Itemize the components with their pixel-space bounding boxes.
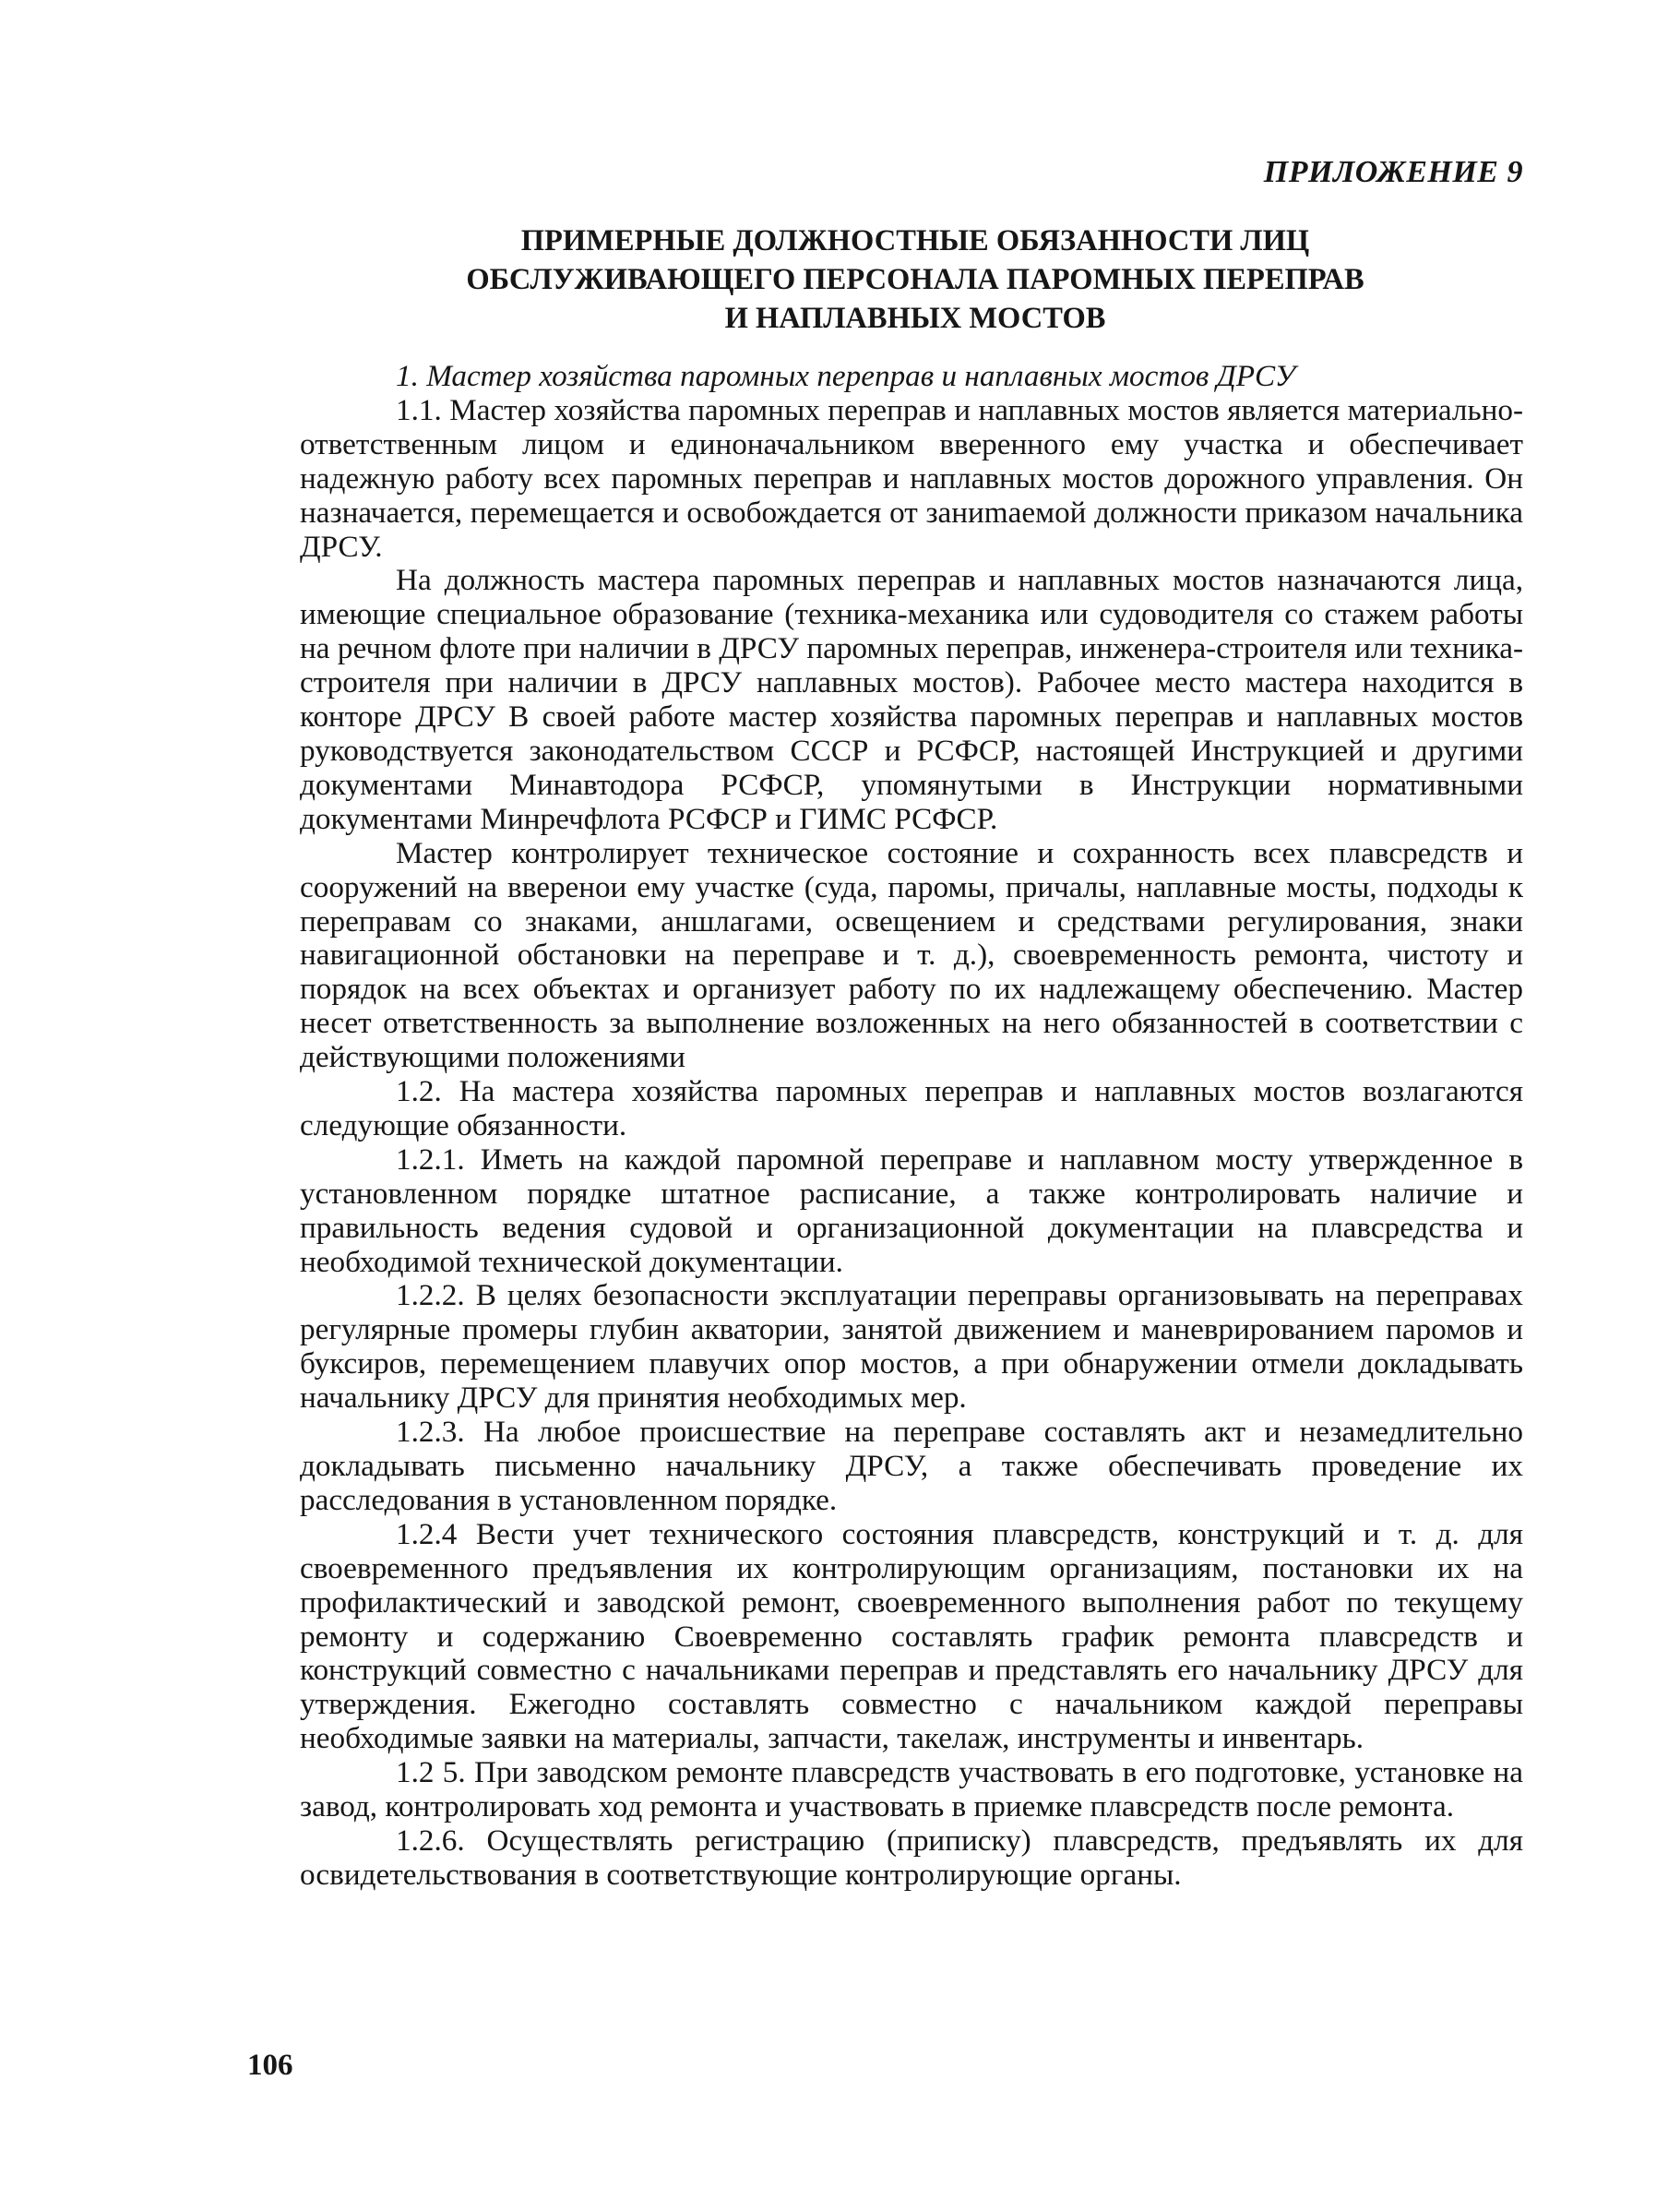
body-text: [300, 360, 1523, 1893]
paragraph-1-2-1: 1.2.1. Иметь на каждой паромной переправе и наплавном мосту утвержденное в установленном порядке штатное расписание, а также контролировать наличие и правильность ведения судовой и организационной документации на плавсредства и необходимой технической документации.: [300, 1142, 1523, 1279]
paragraph-1-2-5: 1.2 5. При заводском ремонте плавсредств участвовать в его подготовке, установке на завод, контролировать ход ремонта и участвовать в приемке плавсредств после ремонта.: [300, 1755, 1523, 1824]
title-line: ОБСЛУЖИВАЮЩЕГО ПЕРСОНАЛА ПАРОМНЫХ ПЕРЕПРАВ: [466, 263, 1364, 296]
appendix-label: ПРИЛОЖЕНИЕ 9: [1263, 155, 1523, 189]
document-title: [297, 221, 1533, 338]
paragraph-appointment: На должность мастера паромных переправ и наплавных мостов назначаются лица, имеющие специальное образование (техника-механика или судоводителя со стажем работы на речном флоте при наличии в ДРСУ паромных переправ, инженера-строителя или техника-строителя при наличии в ДРСУ наплавных мостов). Рабочее место мастера находится в конторе ДРСУ В своей работе мастер хозяйства паромных переправ и наплавных мостов руководствуется законодательством СССР и РСФСР, настоящей Инструкцией и другими документами Минавтодора РСФСР, упомянутыми в Инструкции нормативными документами Минречфлота РСФСР и ГИМС РСФСР.: [300, 563, 1523, 836]
title-line: И НАПЛАВНЫХ МОСТОВ: [724, 302, 1106, 335]
page-number: 106: [247, 2049, 293, 2082]
paragraph-1-1: 1.1. Мастер хозяйства паромных переправ и наплавных мостов является материально-ответственным лицом и единоначальником вверенного ему участка и обеспечивает надежную работу всех паромных переправ и наплавных мостов дорожного управления. Он назначается, перемещается и освобождается от заниmаемой должности приказом начальника ДРСУ.: [300, 392, 1523, 564]
paragraph-1-2-4: 1.2.4 Вести учет технического состояния плавсредств, конструкций и т. д. для своевременного предъявления их контролирующим организациям, постановки их на профилактический и заводской ремонт, своевременного выполнения работ по текущему ремонту и содержанию Своевременно составлять график ремонта плавсредств и конструкций совместно с начальниками переправ и представлять его начальнику ДРСУ для утверждения. Ежегодно составлять совместно с начальником каждой переправы необходимые заявки на материалы, запчасти, такелаж, инструменты и инвентарь.: [300, 1516, 1523, 1756]
paragraph-control: Мастер контролирует техническое состояние и сохранность всех плавсредств и сооружений на вверенои ему участке (суда, паромы, причалы, наплавные мосты, подходы к переправам со знаками, аншлагами, освещением и средствами регулирования, знаки навигационной обстановки на переправе и т. д.), своевременность ремонта, чистоту и порядок на всех объектах и организует работу по их надлежащему обеспечению. Мастер несет ответственность за выполнение возложенных на него обязанностей в соответствии с действующими положениями: [300, 835, 1523, 1075]
paragraph-1-2-3: 1.2.3. На любое происшествие на переправе составлять акт и незамедлительно докладывать письменно начальнику ДРСУ, а также обеспечивать проведение их расследования в установленном порядке.: [300, 1415, 1523, 1517]
paragraph-1-2-6: 1.2.6. Осуществлять регистрацию (приписку) плавсредств, предъявлять их для освидетельствования в соответствующие контролирующие органы.: [300, 1823, 1523, 1892]
paragraph-1-2: 1.2. На мастера хозяйства паромных переправ и наплавных мостов возлагаются следующие обязанности.: [300, 1074, 1523, 1142]
section-heading: 1. Мастер хозяйства паромных переправ и наплавных мостов ДРСУ: [396, 359, 1296, 393]
paragraph-1-2-2: 1.2.2. В целях безопасности эксплуатации переправы организовывать на переправах регулярные промеры глубин акватории, занятой движением и маневрированием паромов и буксиров, перемещением плавучих опор мостов, а при обнаружении отмели докладывать начальнику ДРСУ для принятия необходимых мер.: [300, 1278, 1523, 1416]
title-line: ПРИМЕРНЫЕ ДОЛЖНОСТНЫЕ ОБЯЗАННОСТИ ЛИЦ: [520, 224, 1310, 257]
